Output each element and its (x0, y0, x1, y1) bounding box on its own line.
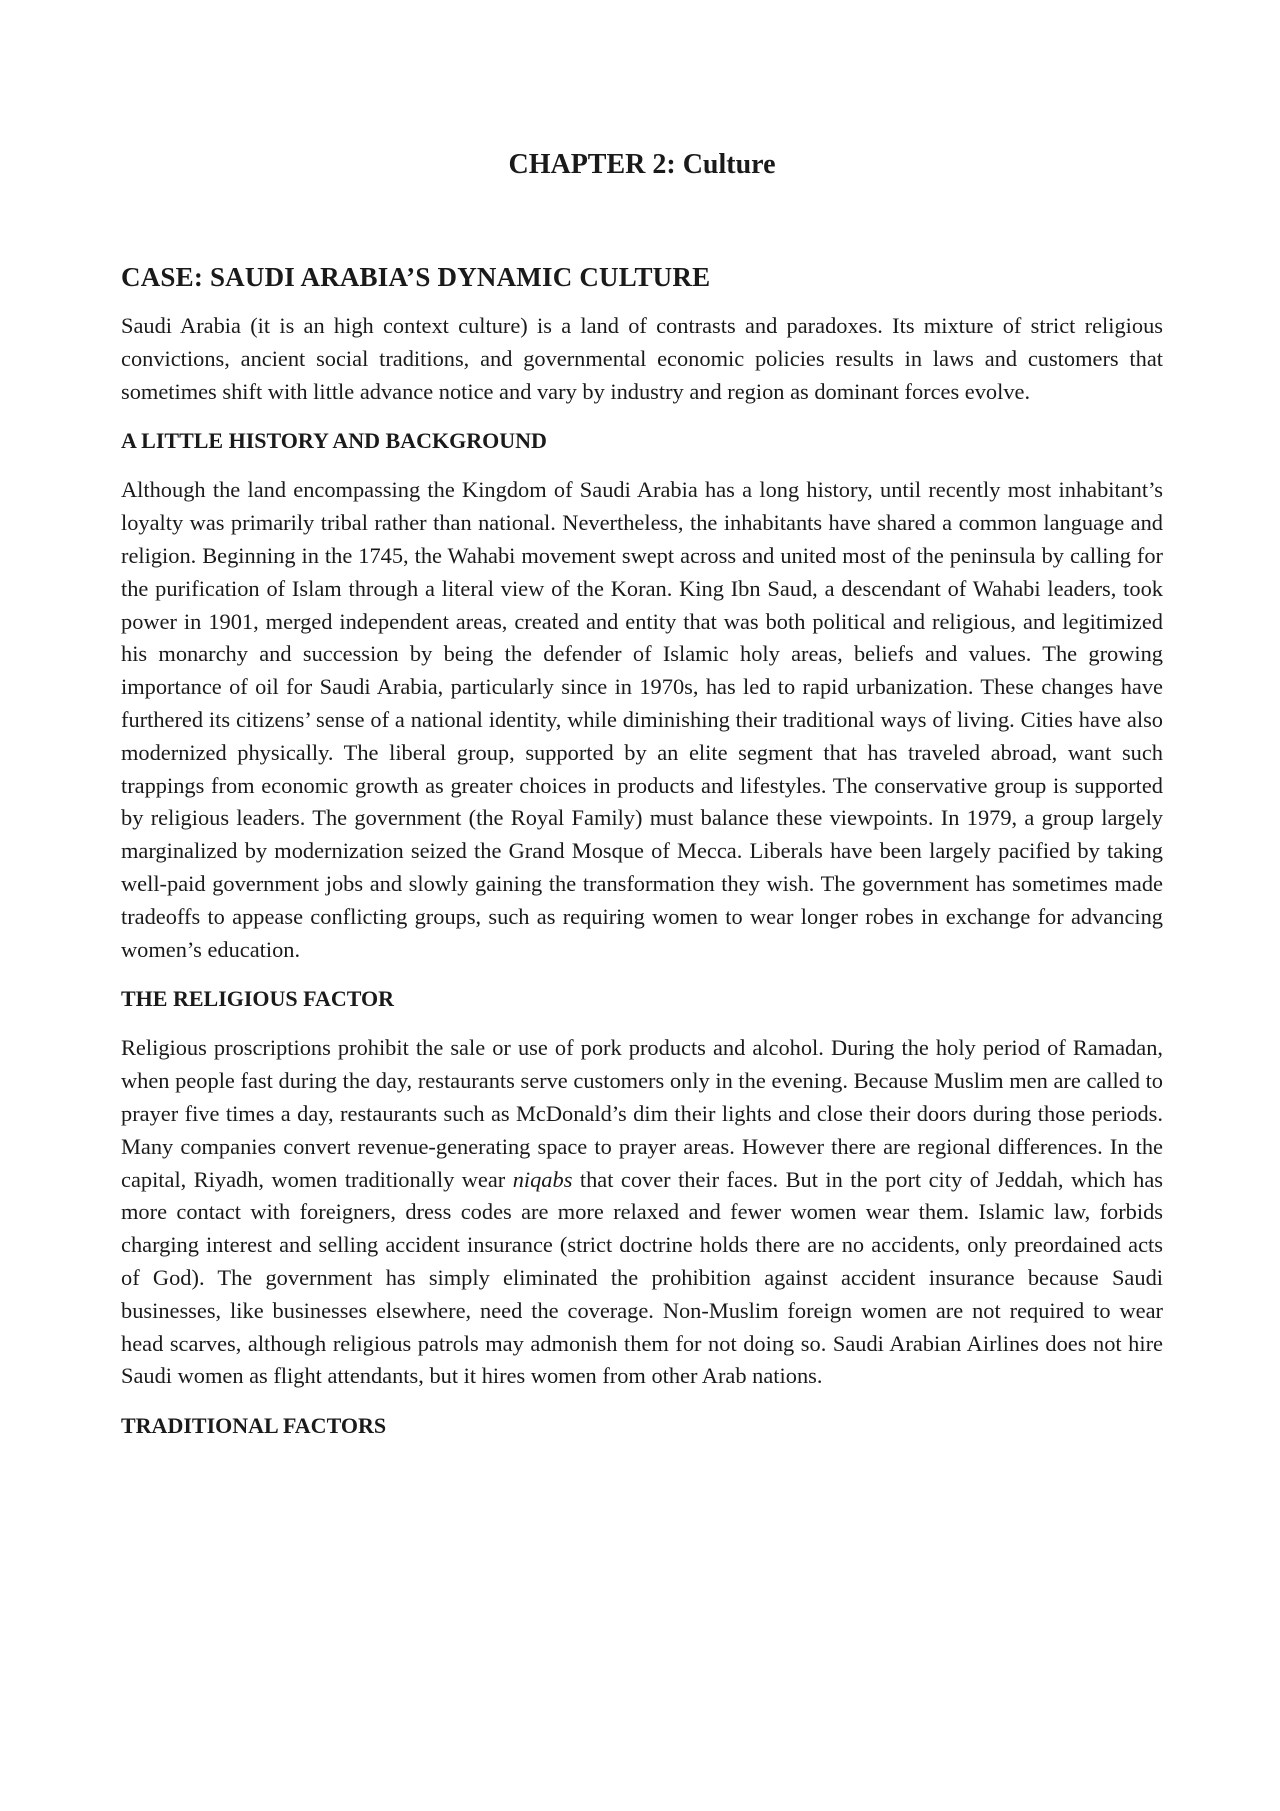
intro-paragraph: Saudi Arabia (it is an high context culture) is a land of contrasts and paradoxes. Its mixture of strict religious convictions, ancient social traditions, and governmental economic policies results in laws and customers that sometimes shift with little advance notice and vary by industry and region as dominant forces evolve. (121, 313, 1163, 404)
chapter-title: CHAPTER 2: Culture (508, 149, 776, 180)
section-heading-religious: THE RELIGIOUS FACTOR (121, 986, 395, 1012)
history-paragraph: Although the land encompassing the Kingdom of Saudi Arabia has a long history, until recently most inhabitant’s loyalty was primarily tribal rather than national. Nevertheless, the inhabitants have shared a common language and religion. Beginning in the 1745, the Wahabi movement swept across and united most of the peninsula by calling for the purification of Islam through a literal view of the Koran. King Ibn Saud, a descendant of Wahabi leaders, took power in 1901, merged independent areas, created and entity that was both political and religious, and legitimized his monarchy and succession by being the defender of Islamic holy areas, beliefs and values. The growing importance of oil for Saudi Arabia, particularly since in 1970s, has led to rapid urbanization. These changes have furthered its citizens’ sense of a national identity, while diminishing their traditional ways of living. Cities have also modernized physically. The liberal group, supported by an elite segment that has traveled abroad, want such trappings from economic growth as greater choices in products and lifestyles. The conservative group is supported by religious leaders. The government (the Royal Family) must balance these viewpoints. In 1979, a group largely marginalized by modernization seized the Grand Mosque of Mecca. Liberals have been largely pacified by taking well-paid government jobs and slowly gaining the transformation they wish. The government has sometimes made tradeoffs to appease conflicting groups, such as requiring women to wear longer robes in exchange for advancing women’s education. (121, 477, 1163, 962)
case-title: CASE: SAUDI ARABIA’S DYNAMIC CULTURE (121, 262, 711, 292)
religious-paragraph-italic-term: niqabs (512, 1166, 573, 1192)
religious-paragraph (121, 1032, 1163, 1393)
section-heading-history: A LITTLE HISTORY AND BACKGROUND (121, 428, 547, 454)
section-heading-traditional: TRADITIONAL FACTORS (121, 1413, 387, 1439)
religious-paragraph-part1: Religious proscriptions prohibit the sale or use of pork products and alcohol. During the holy period of Ramadan, when people fast during the day, restaurants serve customers only in the evening. Because Muslim men are called to prayer five times a day, restaurants such as McDonald’s dim their lights and close their doors during those periods. Many companies convert revenue-generating space to prayer areas. However there are regional differences. In the capital, Riyadh, women traditionally wear (121, 1035, 1163, 1192)
document-content (121, 148, 1163, 1459)
religious-paragraph-part2: that cover their faces. But in the port city of Jeddah, which has more contact with foreigners, dress codes are more relaxed and fewer women wear them. Islamic law, forbids charging interest and selling accident insurance (strict doctrine holds there are no accidents, only preordained acts of God). The government has simply eliminated the prohibition against accident insurance because Saudi businesses, like businesses elsewhere, need the coverage. Non-Muslim foreign women are not required to wear head scarves, although religious patrols may admonish them for not doing so. Saudi Arabian Airlines does not hire Saudi women as flight attendants, but it hires women from other Arab nations. (121, 1166, 1164, 1389)
